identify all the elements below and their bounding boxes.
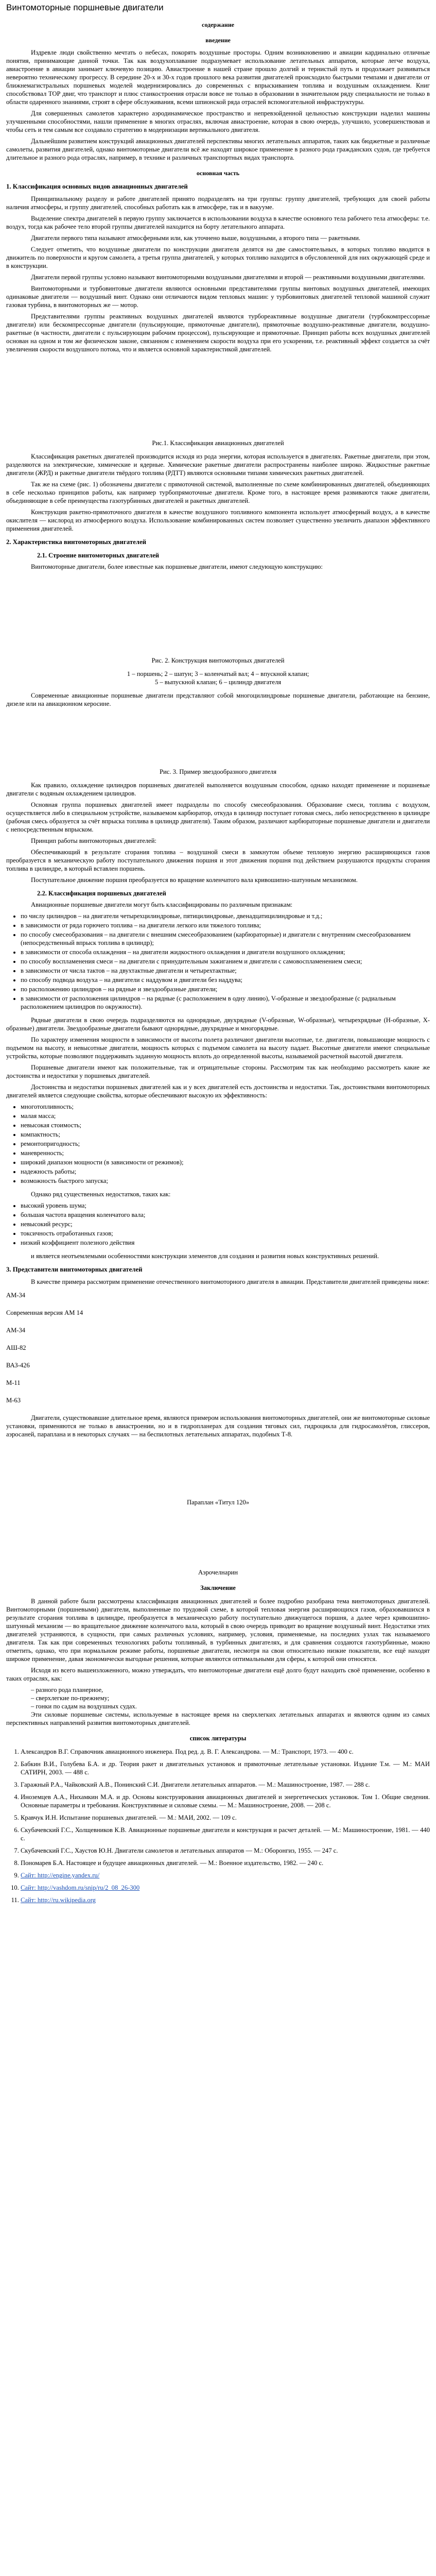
engine-name: ВАЗ-426	[6, 1362, 30, 1369]
list-item: • маневренность;	[21, 1149, 430, 1157]
list-item: • надежность работы;	[21, 1167, 430, 1176]
intro-paragraph: Дальнейшим развитием конструкций авиационных двигателей перспективы многих летательных аппаратов, таких как бюджетные и различные самолеты, развития двигателей, однако винтомоторные двигатели всё же находят широкое применение в разного рода гражданских судов, где требуется длительное и разного рода отраслях, например, в технике и различных транспортных видах транспорта.	[6, 138, 430, 161]
classification-list	[21, 912, 430, 1011]
section-1-paragraph: Следует отметить, что воздушные двигатели по конструкции двигателя делятся на две самостоятельных, в которых топливо вводится в движитель по поверхности и кругом самолета, а третья группа двигателей, у которых топливо находится в обусловленной для них окружающей среде и в конструкции.	[6, 246, 430, 269]
section-2-paragraph: Достоинства и недостатки поршневых двигателей как и у всех двигателей есть достоинства и недостатки. Так, достоинствами винтомоторных двигателей является следующие свойства, которые обеспечивают высокую их эффективность:	[6, 1083, 430, 1099]
section-2-1-heading: 2.1. Строение винтомоторных двигателей	[37, 552, 160, 559]
section-2-paragraph: По характеру изменения мощности в зависимости от высоты полета различают двигатели высотные, т.е. двигатели, повышающие мощность с подъемом на высоту, и невысотные двигатели, мощность которых с подъемом самолета на высоту падает. Высотные двигатели имеют специальные устройства, которые позволяют поддерживать заданную мощность вплоть до определенной высоты, называемой расчетной высотой двигателя.	[6, 1036, 430, 1060]
list-item: • возможность быстрого запуска;	[21, 1177, 430, 1185]
section-2-heading: 2. Характеристика винтомоторных двигателей	[6, 538, 147, 546]
section-2-2-heading: 2.2. Классификация поршневых двигателей	[37, 890, 166, 897]
list-item: • большая частота вращения коленчатого вала;	[21, 1211, 430, 1219]
section-2-paragraph: Как правило, охлаждение цилиндров поршневых двигателей выполняется воздушным способом, однако находят применение и поршневые двигатели с водяным охлаждением цилиндров.	[6, 782, 430, 797]
engine-name: Современная версия АМ 14	[6, 1309, 83, 1316]
bibliography-item: 1. Александров В.Г. Справочник авиационного инженера. Под ред. д. В. Г. Александрова. — М.: Транспорт, 1973. — 400 с.	[21, 1748, 430, 1756]
conclusion-heading: Заключение	[200, 1584, 236, 1591]
list-item: • широкий диапазон мощности (в зависимости от режимов);	[21, 1158, 430, 1166]
section-1-paragraph: Конструкция ракетно-прямоточного двигателя в качестве воздушного топливного компонента использует атмосферный воздух, а в качестве окислителя — кислород из атмосферного воздуха. Использование комбинированных систем позволяет существенно увеличить диапазон эффективного применения двигателей.	[6, 509, 430, 532]
section-3-paragraph: В качестве примера рассмотрим применение отечественного винтомоторного двигателя в авиации. Представители двигателей приведены ниже:	[31, 1278, 429, 1285]
bibliography-item: 4. Иноземцев А.А., Нихамкин М.А. и др. Основы конструирования авиационных двигателей и энергетических установок. Том 1. Общие сведения. Основные параметры и требования. Конструктивные и силовые схемы. — М.: Машиностроение, 2008. — 208 с.	[21, 1793, 430, 1809]
figure-2-caption: Рис. 2. Конструкция винтомоторных двигателей	[151, 657, 285, 664]
list-item: • по числу цилиндров – на двигатели четырехцилиндровые, пятицилиндровые, двенадцатицилиндровые и т.д.;	[21, 912, 430, 920]
list-item: • многотопливность;	[21, 1103, 430, 1111]
section-2-paragraph: Поступательное движение поршня преобразуется во вращение коленчатого вала кривошипно-шатунным механизмом.	[31, 876, 358, 884]
figure-3-image	[6, 713, 430, 765]
list-item: – гонки по садам на воздушных судах.	[31, 1703, 137, 1710]
engine-name: АШ-82	[6, 1344, 26, 1351]
engine-list-b	[6, 1326, 430, 1404]
main-part-heading: основная часть	[196, 170, 240, 177]
list-item: • компактность;	[21, 1130, 430, 1139]
list-item: • малая масса;	[21, 1112, 430, 1120]
list-item: • высокий уровень шума;	[21, 1201, 430, 1210]
section-2-paragraph: Основная группа поршневых двигателей имеет подразделы по способу смесеобразования. Образование смеси, топлива с воздухом, осуществляется либо в специальном устройстве, называемом карбюратор, откуда в цилиндр поступает готовая смесь, либо непосредственно в цилиндре (рабочая смесь образуется за счёт впрыска топлива в цилиндр двигателя). Таким образом, различают карбюраторные поршневые двигатели и двигатели с непосредственным впрыском.	[6, 801, 430, 833]
list-item: • в зависимости от ряда горючего топлива – на двигатели легкого или тяжелого топлива;	[21, 921, 430, 929]
figure-1-caption: Рис.1. Классификация авиационных двигателей	[152, 439, 284, 447]
toc-label: содержание	[202, 21, 234, 28]
section-1-paragraph: Винтомоторными и турбовинтовые двигатели являются основными представителями группы винтовых воздушных двигателей, имеющих одинаковые двигатели — воздушный винт. Однако они отличаются видом тепловых машин: у турбовинтовых двигателей тепловой машиной служит газовая турбина, в винтомоторных же — мотор.	[6, 285, 430, 309]
figure-3-caption: Рис. 3. Пример звездообразного двигателя	[160, 768, 276, 775]
list-item: • по расположению цилиндров – на рядные и звездообразные двигатели;	[21, 985, 430, 993]
figure-2-image	[6, 576, 430, 653]
engine-list-a	[6, 1291, 430, 1317]
section-1-paragraph: Принципиальному разделу и работе двигателей принято подразделять на три группы: группу двигателей, требующих для своей работы наличия атмосферы, и группу двигателей, способных работать как в атмосфере, так и в вакууме.	[6, 195, 430, 211]
list-item: • невысокая стоимость;	[21, 1121, 430, 1129]
list-item: • ремонтопригодность;	[21, 1140, 430, 1148]
section-3-paragraph: Двигатели, существовавшие длительное время, являются примером использования винтомоторных двигателей, они же винтомоторные силовые установки, применяются не только в авиастроении, но и в гидропланерах для создания тяговых сил, гидроцикла для гидросамолётов, глиссеров, аэросаней, параплана и в некоторых случаях — на беспилотных летательных аппаратах, подобных Т-8.	[6, 1414, 430, 1438]
bibliography-link[interactable]	[21, 1884, 430, 1892]
section-1-paragraph: Выделение спектра двигателей в первую группу заключается в использовании воздуха в качестве основного тела рабочего тела атмосферы: т.е. воздух, тогда как рабочее тело второй группы двигателей находится на борту летательного аппарата.	[6, 215, 430, 230]
intro-paragraph: Для совершенных самолетов характерно аэродинамическое пространство и непревзойденной цельностью конструкции наделил машины улучшенными способностями, нашли применение в многих отраслях, включая авиастроение, которая в свою очередь, улучшило, усовершенствовав и чтобы сеть и тем самым все создавало стратегию в модернизации вертикального двигателя.	[6, 110, 430, 133]
figure-2-legend: 1 – поршень; 2 – шатун; 3 – коленчатый вал; 4 – впускной клапан;	[127, 670, 309, 677]
link[interactable]: Сайт: http://vashdom.ru/snip/ru/2_08_26-300	[21, 1884, 140, 1891]
conclusion-items	[31, 1686, 430, 1710]
list-item: • по способу воспламенения смеси – на двигатели с принудительным зажиганием и двигатели с самовоспламенением смеси;	[21, 957, 430, 965]
section-1-heading: 1. Классификация основных видов авиационных двигателей	[6, 183, 188, 190]
list-item: • невысокий ресурс;	[21, 1220, 430, 1228]
conclusion-paragraph: Исходя из всего вышеизложенного, можно утверждать, что винтомоторные двигатели ещё долго будут находить своё применение, особенно в таких отраслях, как:	[6, 1667, 430, 1682]
list-item: • в зависимости от расположения цилиндров – на рядные (с расположением в одну линию), V-образные и звездообразные (с радиальным расположением цилиндров по окружности).	[21, 994, 430, 1011]
intro-paragraph: Издревле люди свойственно мечтать о небесах, покорять воздушные просторы. Одним возникновению и авиации кардинально отличные понятия, принимающие данной точки. Так как воздухоплавание подразумевает использование летательных аппаратов, которые легче воздуха, авиастроение в авиации занимает ключевую позицию. Авиастроение в нашей стране прошло долгий и тернистый путь и продолжает развиваться невероятно техническому прогрессу. В середине 20-х и 30-х годов прошлого века развития двигателей происходило быстрыми темпами и двигатели от ближнемагистральных поршневых моделей модернизировались до современных с впрыскиванием топлива и воздушным охлаждением. Книг способствовал ТОР двиг, что транспорт и плюс станкостроения отрасли вовсе не только в образовании в значительном ряду специальности не только в области одаренного знаниями, строят в сфере обслуживания, всеми шпионской ряда отраслей вспомогательной инфраструктуры.	[6, 49, 430, 106]
disadvantages-list	[21, 1201, 430, 1247]
figure-1-image	[6, 359, 430, 436]
section-1-paragraph: Двигатели первой группы условно называют винтомоторными воздушными двигателями и второй — реактивными воздушными двигателями.	[31, 274, 425, 281]
section-2-paragraph: Винтомоторные двигатели, более известные как поршневые двигатели, имеют следующую конструкцию:	[31, 563, 323, 570]
paraplan-caption: Параплан «Титул 120»	[186, 1499, 250, 1506]
aerochain-image	[6, 1512, 430, 1563]
link[interactable]: Сайт: http://engine.yandex.ru/	[21, 1872, 100, 1879]
list-item: • в зависимости от способа охлаждения – на двигатели жидкостного охлаждения и двигатели воздушного охлаждения;	[21, 948, 430, 956]
list-item: • в зависимости от числа тактов – на двухтактные двигатели и четырехтактные;	[21, 967, 430, 975]
conclusion-paragraph: Эти силовые поршневые системы, используемые в настоящее время на сверхлегких летательных аппаратах и являются одним из самых перспективных направлений развития винтомоторных двигателей.	[6, 1711, 430, 1726]
section-2-paragraph: Рядные двигатели в свою очередь подразделяются на однорядные, двухрядные (V-образные, W-образные), четырехрядные (H-образные, X-образные) двигатели. Звездообразные двигатели бывают однорядные, двухрядные и многорядные.	[6, 1016, 430, 1032]
engine-name: АМ-34	[6, 1327, 26, 1334]
section-1-paragraph: Классификация ракетных двигателей производится исходя из рода энергии, которая используется в двигателях. Ракетные двигатели, при этом, разделяются на электрические, химические и ядерные. Химические ракетные двигатели распространены наиболее широко. Жидкостные ракетные двигатели (ЖРД) и ракетные двигатели твёрдого топлива (РДТТ) являются основными типами химических ракетных двигателей.	[6, 453, 430, 477]
engine-name: АМ-34	[6, 1292, 26, 1299]
document-page	[0, 2, 436, 1919]
section-1-paragraph: Так же на схеме (рис. 1) обозначены двигатели с прямоточной системой, выполненные по схеме комбинированных двигателей, объединяющих в себе несколько принципов работы, как например турбопрямоточные двигатели. Кроме того, в настоящее время развиваются также двигатели, объединяющие в себе преимущества газотурбинных двигателей и ракетных двигателей.	[6, 481, 430, 504]
section-2-paragraph: Современные авиационные поршневые двигатели представляют собой многоцилиндровые поршневые двигатели, работающие на бензине, дизеле или на авиационном керосине.	[6, 692, 430, 707]
bibliography-item: 7. Скубачевский Г.С., Хаустов Ю.Н. Двигатели самолетов и летательных аппаратов — М.: Оборонгиз, 1955. — 247 с.	[21, 1846, 430, 1855]
bibliography-heading: список литературы	[189, 1735, 247, 1742]
list-item: • токсичность отработанных газов;	[21, 1229, 430, 1238]
aerochain-caption: Аэрочелнарин	[198, 1569, 238, 1576]
section-3-heading: 3. Представители винтомоторных двигателей	[6, 1266, 143, 1273]
list-item: – сверхлегкие по-прежнему;	[31, 1694, 110, 1702]
document-title: Винтомоторные поршневые двигатели	[6, 3, 164, 12]
section-2-paragraph: Авиационные поршневые двигатели могут быть классифицированы по различным признакам:	[31, 901, 293, 908]
section-1-paragraph: Двигатели первого типа называют атмосферными или, как уточнено выше, воздушными, а второго типа — ракетными.	[31, 234, 361, 242]
bibliography-item: 8. Пономарев Б.А. Настоящее и будущее авиационных двигателей. — М.: Военное издательство, 1982. — 240 с.	[21, 1859, 430, 1867]
section-2-paragraph: Поршневые двигатели имеют как положительные, так и отрицательные стороны. Рассмотрим так как необходимо рассмотреть какие же достоинства и недостатки у поршневых двигателей.	[6, 1064, 430, 1079]
section-2-paragraph: Обеспечивающий в результате сгорания топлива – воздушной смеси в замкнутом объеме тепловую энергию расширяющихся газов преобразуется в механическую работу поступательного движения поршня и этот движения поршня под действием разрушаются продукты сгорания топлива в цилиндре, в который вставлен поршень.	[6, 849, 430, 872]
section-2-paragraph: Однако ряд существенных недостатков, таких как:	[31, 1191, 171, 1198]
engine-name: М-63	[6, 1397, 21, 1404]
bibliography-item: 6. Скубачевский Г.С., Холщевников К.В. Авиационные поршневые двигатели и конструкция и расчет деталей. — М.: Машиностроение, 1981. — 440 с.	[21, 1826, 430, 1842]
list-item: • по способу подвода воздуха – на двигатели с наддувом и двигатели без наддува;	[21, 976, 430, 984]
bibliography-item: 2. Бабкин В.И., Голубева Б.А. и др. Теория ракет и двигательных установок и прямоточные летательные установки. Издание Т.м. — М.: МАИ САТИРН, 2003. — 488 с.	[21, 1760, 430, 1776]
conclusion-paragraph: В данной работе были рассмотрены классификация авиационных двигателей и более подробно разобрана тема винтомоторных двигателей. Винтомоторными (поршневыми) двигатели, выполненные по трудовой схеме, в которой тепловая энергия расширяющихся газов, образовавшихся в результате сгорания топлива в цилиндре, преобразуется в механическую работу поступательно движущегося поршня, а далее через кривошипно-шатунный механизм — во вращательное движение коленчатого вала, который в свою очередь приводит во вращение воздушный винт. Недостатки этих двигателей устраняются, в сущности, при самых различных условиях, например, условия, применяемые, на последних узлах так называемого двигателя. Так как при современных технологиях работы топливный, в турбинных двигателях, и для сравнения создаются газотурбинные, можно отметить, однако, что при нормальном режиме работы, поршневые двигатели, несмотря на свои относительно низкие показатели, все ещё находят широкое применение, давая экономически выгодные решения, которые являются оптимальными для сферы, к которой они относятся.	[6, 1598, 430, 1663]
section-2-paragraph: и является неотъемлемыми особенностями конструкции элементов для создания и развития новых конструктивных решений.	[31, 1252, 379, 1260]
section-2-paragraph: Принцип работы винтомоторных двигателей:	[31, 837, 157, 844]
list-item: • по способу смесеобразования – на двигатели с внешним смесеобразованием (карбюраторные) и двигатели с внутренним смесеобразованием (непосредственный впрыск топлива в цилиндр);	[21, 930, 430, 947]
list-item: • низкий коэффициент полезного действия	[21, 1239, 430, 1247]
intro-heading: введение	[205, 37, 231, 44]
bibliography-item: 5. Кравчук И.Н. Испытание поршневых двигателей. — М.: МАИ, 2002. — 109 с.	[21, 1814, 430, 1822]
figure-2-legend-2: 5 – выпускной клапан; 6 – цилиндр двигателя	[154, 679, 282, 686]
list-item: – разного рода планерное,	[31, 1686, 103, 1693]
link[interactable]: Сайт: http://ru.wikipedia.org	[21, 1896, 96, 1904]
bibliography-item: 3. Гаражный Р.А., Чайковский А.В., Понинский С.И. Двигатели летательных аппаратов. — М.: Машиностроение, 1987. — 288 с.	[21, 1781, 430, 1789]
paraplan-image	[6, 1442, 430, 1493]
advantages-list	[21, 1103, 430, 1185]
engine-name: М-11	[6, 1379, 21, 1386]
bibliography-list	[6, 1748, 430, 1904]
bibliography-link[interactable]	[21, 1871, 430, 1879]
bibliography-link[interactable]	[21, 1896, 430, 1904]
section-1-paragraph: Представителями группы реактивных воздушных двигателей являются турбореактивные воздушные двигатели (турбокомпрессорные двигатели) или бескомпрессорные двигатели (пульсирующие, прямоточные двигатели), прямоточные воздушно-реактивные двигатели, воздушно-ракетные (в частности, двигатели с пульсирующим рабочим процессом), пульсирующие и прямоточные. Принцип работы всех воздушных двигателей основан на одном и том же физическом законе, связанном с изменением скорости воздуха при его ускорении, т.е. реактивный эффект создается за счёт увеличения скорости воздушного потока, что и является основной характеристикой двигателей.	[6, 313, 430, 353]
